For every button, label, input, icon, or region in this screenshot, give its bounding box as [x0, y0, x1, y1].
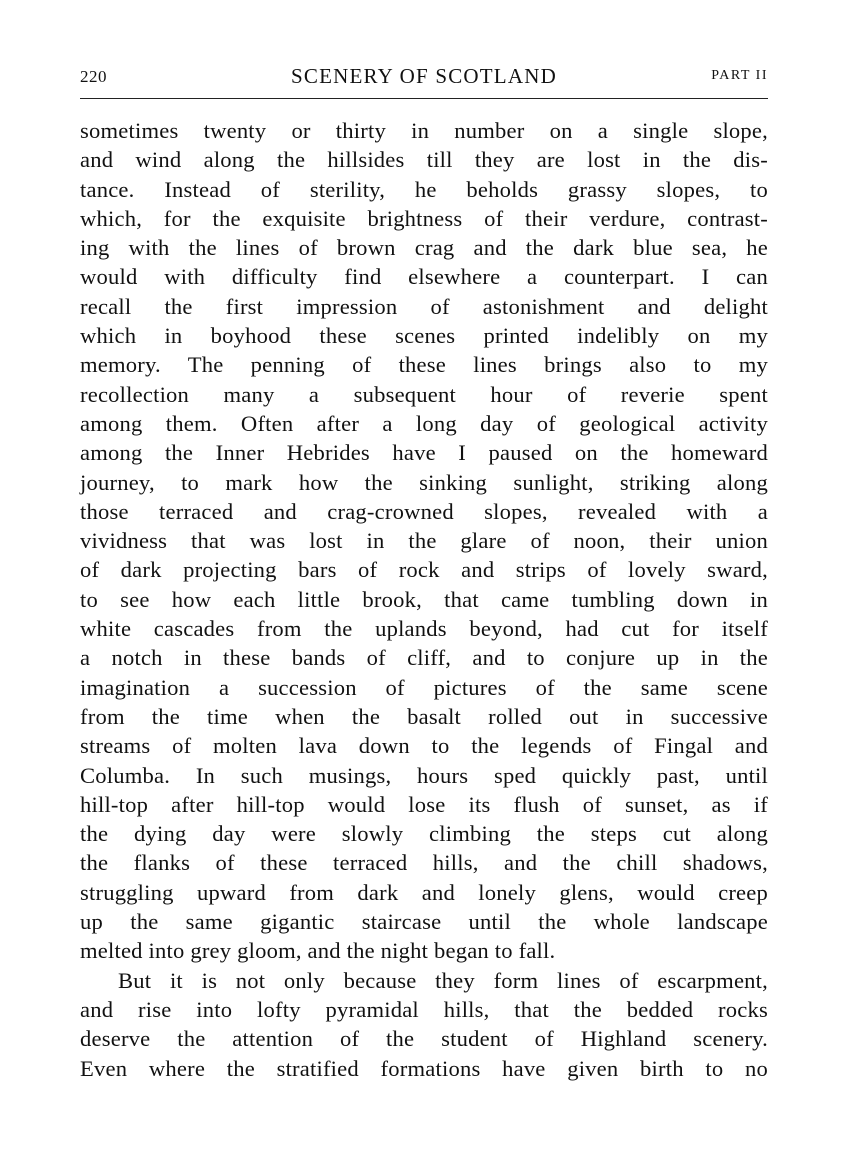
text-line: journey, to mark how the sinking sunlight, striking along: [80, 469, 768, 495]
text-line: tance. Instead of sterility, he beholds grassy slopes, to: [80, 176, 768, 202]
text-line: struggling upward from dark and lonely glens, would creep: [80, 879, 768, 905]
text-line: streams of molten lava down to the legends of Fingal and: [80, 733, 768, 759]
text-line: Columba. In such musings, hours sped quickly past, until: [80, 762, 768, 788]
text-line: among the Inner Hebrides have I paused on the homeward: [80, 440, 768, 466]
text-line: a notch in these bands of cliff, and to conjure up in the: [80, 645, 768, 671]
text-line: which in boyhood these scenes printed indelibly on my: [80, 323, 768, 349]
text-line: to see how each little brook, that came tumbling down in: [80, 586, 768, 612]
text-line: the flanks of these terraced hills, and the chill shadows,: [80, 850, 768, 876]
text-line: those terraced and crag-crowned slopes, revealed with a: [80, 498, 768, 524]
text-line: ing with the lines of brown crag and the dark blue sea, he: [80, 235, 768, 261]
text-line: recollection many a subsequent hour of reverie spent: [80, 381, 768, 407]
paragraph-2: [80, 966, 768, 1083]
text-line: and rise into lofty pyramidal hills, that the bedded rocks: [80, 996, 768, 1022]
text-line: from the time when the basalt rolled out in successive: [80, 703, 768, 729]
page-number: 220: [80, 67, 107, 86]
text-line: which, for the exquisite brightness of their verdure, contrast-: [80, 205, 768, 231]
text-line: melted into grey gloom, and the night began to fall.: [80, 938, 556, 964]
book-page: [80, 64, 768, 1081]
text-line: vividness that was lost in the glare of noon, their union: [80, 528, 768, 554]
text-line: Even where the stratified formations have given birth to no: [80, 1055, 768, 1081]
text-line: recall the first impression of astonishment and delight: [80, 293, 768, 319]
part-label: PART II: [711, 68, 768, 83]
text-line: deserve the attention of the student of Highland scenery.: [80, 1026, 768, 1052]
header-rule: [80, 98, 768, 99]
text-line: memory. The penning of these lines brings also to my: [80, 352, 768, 378]
running-title: SCENERY OF SCOTLAND: [291, 64, 557, 88]
text-line: imagination a succession of pictures of the same scene: [80, 674, 768, 700]
text-line: the dying day were slowly climbing the steps cut along: [80, 821, 768, 847]
paragraph-1: [80, 116, 768, 966]
body-text: [80, 116, 768, 1083]
text-line: hill-top after hill-top would lose its flush of sunset, as if: [80, 791, 768, 817]
text-line: and wind along the hillsides till they are lost in the dis-: [80, 147, 768, 173]
running-header: [80, 64, 768, 94]
text-line: up the same gigantic staircase until the whole landscape: [80, 909, 768, 935]
text-line: among them. Often after a long day of geological activity: [80, 410, 768, 436]
text-line: would with difficulty find elsewhere a counterpart. I can: [80, 264, 768, 290]
text-line: white cascades from the uplands beyond, had cut for itself: [80, 616, 768, 642]
text-line: of dark projecting bars of rock and strips of lovely sward,: [80, 557, 768, 583]
text-line: sometimes twenty or thirty in number on a single slope,: [80, 118, 768, 143]
text-line: But it is not only because they form lines of escarpment,: [118, 967, 768, 993]
